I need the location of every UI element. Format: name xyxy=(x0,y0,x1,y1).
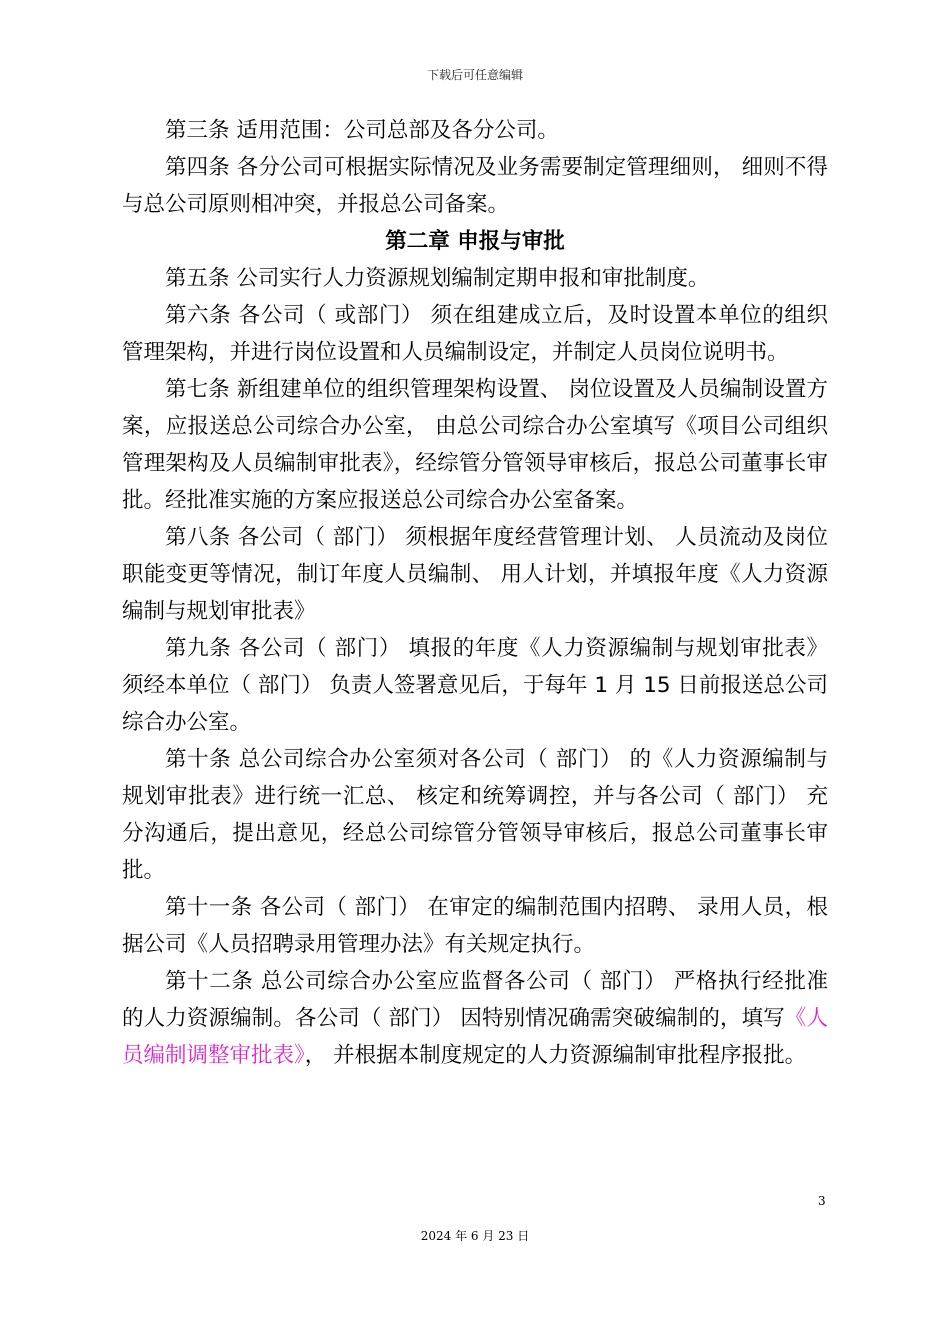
article-12 xyxy=(122,963,828,1074)
page-number: 3 xyxy=(818,1194,826,1208)
article-12-text-after: ， 并根据本制度规定的人力资源编制审批程序报批。 xyxy=(304,1043,807,1068)
page-header: 下载后可任意编辑 xyxy=(426,68,523,82)
article-6: 第六条 各公司（ 或部门） 须在组建成立后，及时设置本单位的组织管理架构，并进行岗位设置和人员编制设定，并制定人员岗位说明书。 xyxy=(122,303,828,365)
article-12-text-before: 第十二条 总公司综合办公室应监督各公司（ 部门） 严格执行经批准的人力资源编制。各公司（ 部门） 因特别情况确需突破编制的，填写 xyxy=(122,969,828,1031)
chapter-title: 第二章 申报与审批 xyxy=(385,229,565,254)
article-8: 第八条 各公司（ 部门） 须根据年度经营管理计划、 人员流动及岗位职能变更等情况，制订年度人员编制、 用人计划，并填报年度《人力资源编制与规划审批表》 xyxy=(122,525,828,624)
article-7: 第七条 新组建单位的组织管理架构设置、 岗位设置及人员编制设置方案，应报送总公司综合办公室， 由总公司综合办公室填写《项目公司组织管理架构及人员编制审批表》，经综管分管领导审核后，报总公司董事长审批。经批准实施的方案应报送总公司综合办公室备案。 xyxy=(122,377,828,513)
document-body xyxy=(122,112,828,1074)
article-4: 第四条 各分公司可根据实际情况及业务需要制定管理细则， 细则不得与总公司原则相冲突，并报总公司备案。 xyxy=(122,155,828,217)
form-reference-link[interactable]: 《人员编制调整审批表》 xyxy=(122,1006,828,1068)
article-9: 第九条 各公司（ 部门） 填报的年度《人力资源编制与规划审批表》须经本单位（ 部门） 负责人签署意见后，于每年 1 月 15 日前报送总公司综合办公室。 xyxy=(122,636,828,735)
page-footer-date: 2024 年 6 月 23 日 xyxy=(420,1229,530,1243)
article-5: 第五条 公司实行人力资源规划编制定期申报和审批制度。 xyxy=(165,266,710,291)
article-3: 第三条 适用范围：公司总部及各分公司。 xyxy=(165,118,559,143)
article-11: 第十一条 各公司（ 部门） 在审定的编制范围内招聘、 录用人员，根据公司《人员招聘录用管理办法》有关规定执行。 xyxy=(122,895,828,957)
article-10: 第十条 总公司综合办公室须对各公司（ 部门） 的《人力资源编制与规划审批表》进行统一汇总、 核定和统筹调控，并与各公司（ 部门） 充分沟通后，提出意见，经总公司综管分管领导审核后，报总公司董事长审批。 xyxy=(122,747,828,883)
